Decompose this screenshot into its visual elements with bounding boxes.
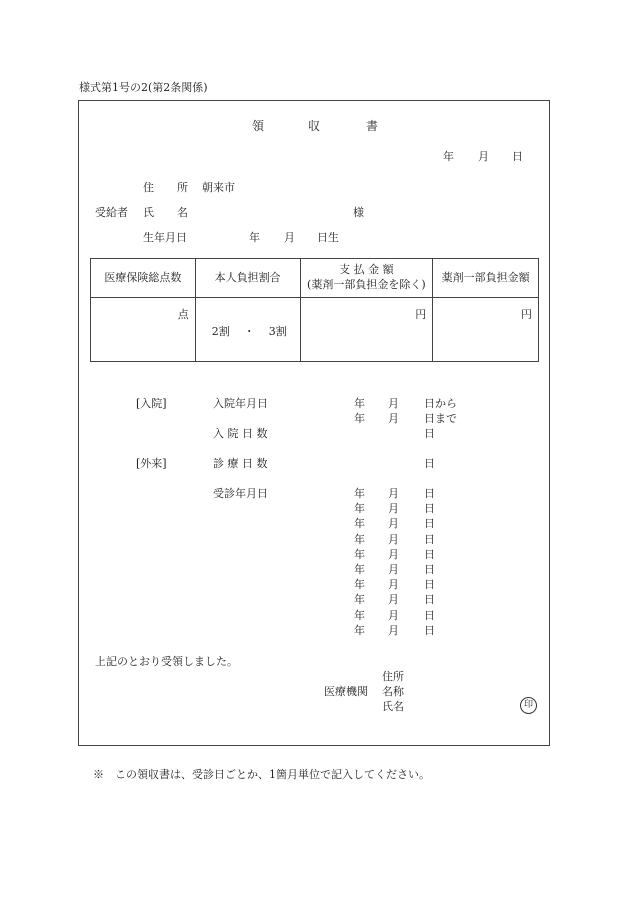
visit-year: 年: [354, 547, 365, 561]
address-label-2: 所: [177, 181, 188, 194]
visit-month: 月: [388, 593, 399, 607]
visit-year: 年: [354, 593, 365, 607]
visit-year: 年: [354, 578, 365, 592]
birth-label: 生年月日: [143, 231, 187, 244]
birth-month: 月: [284, 231, 295, 244]
drug-copay-cell[interactable]: [433, 298, 539, 362]
visit-month: 月: [388, 608, 399, 622]
visit-day: 日: [424, 593, 435, 607]
header-drug-copay: 薬剤一部負担金額: [433, 259, 539, 298]
payment-amount-cell[interactable]: [300, 298, 433, 362]
visit-date-label: 受診年月日: [213, 487, 268, 500]
fee-table-header-row: [91, 259, 539, 298]
visit-day: 日: [424, 487, 435, 500]
visit-month: 月: [388, 532, 399, 546]
visit-month: 月: [388, 487, 399, 500]
points-unit: 点: [177, 308, 189, 321]
visit-month: 月: [388, 517, 399, 531]
honorific-sama: 様: [353, 206, 364, 219]
visit-year: 年: [354, 623, 365, 637]
copay-ratio-options: [212, 323, 287, 339]
ratio-20[interactable]: 2割: [211, 325, 230, 338]
address-value: 朝来市: [202, 181, 235, 194]
fee-table: [90, 258, 539, 362]
ratio-separator: ・: [243, 325, 255, 338]
institution-rep-label: 氏名: [382, 700, 404, 713]
seal-icon: 印: [520, 697, 537, 714]
payment-yen-unit: 円: [415, 308, 427, 321]
header-payment-amount-sub: (薬剤一部負担金を除く): [307, 278, 426, 291]
visit-month: 月: [388, 502, 399, 516]
inpatient-days-unit: 日: [424, 427, 435, 440]
name-label-1: 氏: [143, 206, 154, 219]
total-points-cell[interactable]: [91, 298, 196, 362]
visit-day: 日: [424, 608, 435, 622]
from-month: 月: [388, 397, 399, 410]
visit-day: 日: [424, 547, 435, 561]
fee-table-input-row: [91, 298, 539, 362]
header-total-points: 医療保険総点数: [91, 259, 196, 298]
visit-year: 年: [354, 532, 365, 546]
receipt-statement: 上記のとおり受領しました。: [95, 655, 238, 668]
receipt-frame: [78, 100, 550, 746]
ratio-30[interactable]: 3割: [268, 325, 287, 338]
issue-year: 年: [443, 150, 454, 163]
visit-month: 月: [388, 547, 399, 561]
visit-year: 年: [354, 563, 365, 576]
copay-ratio-cell[interactable]: [195, 298, 300, 362]
visit-month: 月: [388, 578, 399, 592]
visit-day: 日: [424, 578, 435, 592]
outpatient-days-label: 診 療 日 数: [213, 457, 268, 470]
to-suffix: 日まで: [424, 412, 457, 425]
birth-day: 日生: [317, 231, 339, 244]
header-payment-amount: [300, 259, 433, 298]
title-char-3: 書: [366, 119, 379, 133]
issue-month: 月: [478, 150, 489, 163]
visit-day: 日: [424, 502, 435, 516]
visit-day: 日: [424, 517, 435, 531]
inpatient-days-label: 入 院 日 数: [213, 427, 268, 440]
footnote: ※ この領収書は、受診日ごとか、1箇月単位で記入してください。: [93, 768, 430, 781]
institution-address-label: 住所: [382, 670, 404, 683]
visit-day: 日: [424, 563, 435, 576]
from-suffix: 日から: [424, 397, 457, 410]
header-payment-amount-main: 支 払 金 額: [339, 263, 394, 277]
visit-day: 日: [424, 623, 435, 637]
outpatient-label: [外来]: [136, 457, 167, 470]
visit-day: 日: [424, 532, 435, 546]
header-copay-ratio: 本人負担割合: [195, 259, 300, 298]
institution-group-label: 医療機関: [324, 685, 368, 698]
inpatient-label: [入院]: [136, 397, 167, 410]
visit-year: 年: [354, 502, 365, 516]
to-year: 年: [354, 412, 365, 425]
title-char-2: 収: [308, 119, 321, 133]
visit-month: 月: [388, 623, 399, 637]
admission-period-label: 入院年月日: [213, 397, 268, 410]
visit-year: 年: [354, 608, 365, 622]
address-label-1: 住: [143, 181, 154, 194]
from-year: 年: [354, 397, 365, 410]
title-char-1: 領: [252, 119, 265, 133]
drug-yen-unit: 円: [521, 308, 532, 321]
institution-name-label: 名称: [382, 685, 404, 698]
outpatient-days-unit: 日: [424, 457, 435, 470]
birth-year: 年: [249, 231, 260, 244]
to-month: 月: [388, 412, 399, 425]
issue-day: 日: [512, 150, 523, 163]
form-number: 様式第1号の2(第2条関係): [79, 81, 208, 94]
visit-month: 月: [388, 563, 399, 576]
visit-year: 年: [354, 487, 365, 500]
name-label-2: 名: [177, 206, 188, 219]
recipient-group-label: 受給者: [95, 206, 128, 219]
visit-year: 年: [354, 517, 365, 531]
